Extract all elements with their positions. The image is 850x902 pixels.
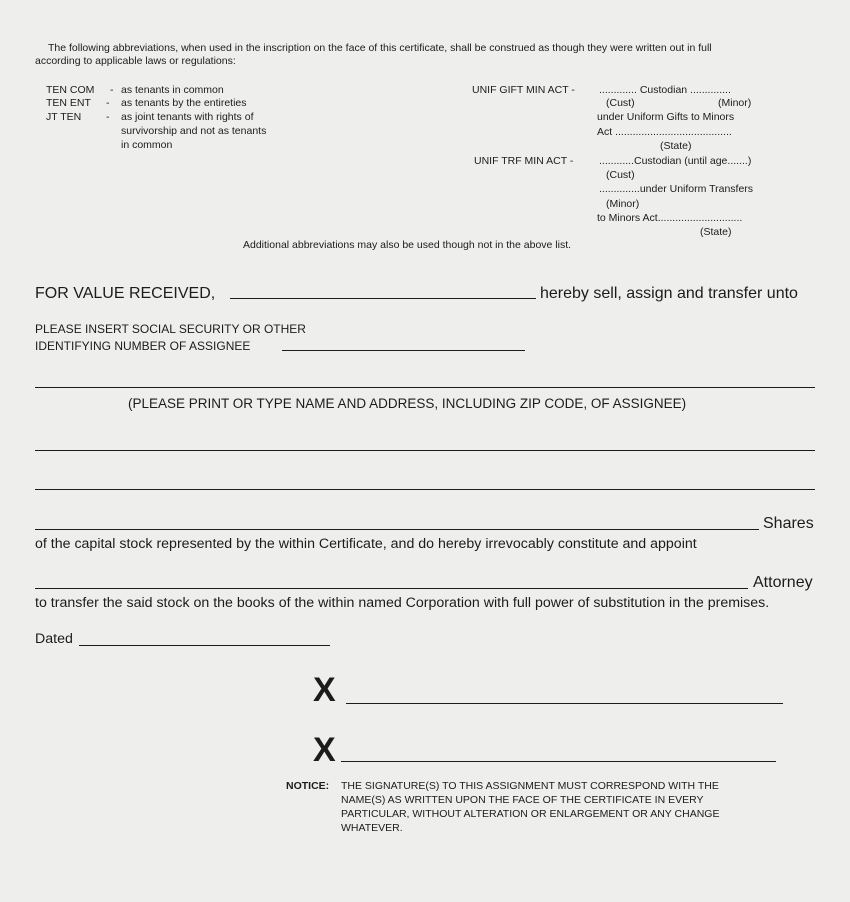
- unif-gift-minor-caption: (Minor): [718, 97, 752, 109]
- unif-trf-act-line: to Minors Act.............................: [597, 212, 743, 224]
- unif-gift-cust-caption: (Cust): [606, 97, 635, 109]
- capital-stock-text: of the capital stock represented by the within Certificate, and do hereby irrevocably constitute and appoint: [35, 536, 697, 552]
- abbr-dash: -: [106, 97, 110, 109]
- notice-label: NOTICE:: [286, 780, 330, 792]
- signature-field-2[interactable]: [341, 761, 776, 762]
- shares-label: Shares: [763, 515, 814, 532]
- transfer-unto-label: hereby sell, assign and transfer unto: [540, 285, 798, 302]
- dated-label: Dated: [35, 631, 73, 647]
- unif-trf-label: UNIF TRF MIN ACT -: [474, 155, 574, 167]
- notice-line: PARTICULAR, WITHOUT ALTERATION OR ENLARGEMENT OR ANY CHANGE: [341, 808, 720, 820]
- unif-gift-act-line: Act ........................................: [597, 126, 732, 138]
- assignee-address-field-1[interactable]: [35, 450, 815, 451]
- attorney-name-field[interactable]: [35, 588, 748, 589]
- abbr-meaning: as joint tenants with rights of: [121, 111, 254, 123]
- unif-gift-state-caption: (State): [660, 140, 692, 152]
- notice-line: NAME(S) AS WRITTEN UPON THE FACE OF THE CERTIFICATE IN EVERY: [341, 794, 704, 806]
- ssn-field[interactable]: [282, 350, 525, 351]
- signature-mark-2: X: [313, 731, 336, 769]
- abbr-code: TEN ENT: [46, 97, 91, 109]
- assignor-name-field[interactable]: [230, 298, 536, 299]
- abbr-meaning: as tenants in common: [121, 84, 224, 96]
- signature-mark-1: X: [313, 671, 336, 709]
- for-value-received-label: FOR VALUE RECEIVED,: [35, 285, 216, 302]
- ssn-label-line-2: IDENTIFYING NUMBER OF ASSIGNEE: [35, 339, 251, 353]
- unif-trf-state-caption: (State): [700, 226, 732, 238]
- shares-quantity-field[interactable]: [35, 529, 759, 530]
- unif-gift-label: UNIF GIFT MIN ACT -: [472, 84, 575, 96]
- abbr-code: TEN COM: [46, 84, 95, 96]
- abbr-meaning-cont: survivorship and not as tenants: [121, 125, 267, 137]
- abbr-meaning: as tenants by the entireties: [121, 97, 247, 109]
- unif-gift-statute: under Uniform Gifts to Minors: [597, 111, 735, 123]
- ssn-label-line-1: PLEASE INSERT SOCIAL SECURITY OR OTHER: [35, 322, 306, 336]
- unif-trf-custodian-line: ............Custodian (until age.......): [599, 155, 752, 167]
- transfer-statement-text: to transfer the said stock on the books of the within named Corporation with full power of substitution in the premises.: [35, 595, 770, 611]
- date-field[interactable]: [79, 645, 330, 646]
- abbr-code: JT TEN: [46, 111, 82, 123]
- abbr-meaning-cont: in common: [121, 139, 173, 151]
- unif-trf-statute: ..............under Uniform Transfers: [599, 183, 754, 195]
- notice-line: WHATEVER.: [341, 822, 403, 834]
- notice-line: THE SIGNATURE(S) TO THIS ASSIGNMENT MUST CORRESPOND WITH THE: [341, 780, 719, 792]
- intro-line-1: The following abbreviations, when used in the inscription on the face of this certificate, shall be construed as though they were written out in full: [48, 42, 712, 54]
- unif-trf-cust-caption: (Cust): [606, 169, 635, 181]
- assignee-address-field-2[interactable]: [35, 489, 815, 490]
- intro-line-2: according to applicable laws or regulations:: [35, 55, 236, 67]
- additional-abbreviations-note: Additional abbreviations may also be used though not in the above list.: [243, 239, 572, 251]
- signature-field-1[interactable]: [346, 703, 783, 704]
- attorney-label: Attorney: [753, 574, 813, 591]
- assignee-caption: (PLEASE PRINT OR TYPE NAME AND ADDRESS, INCLUDING ZIP CODE, OF ASSIGNEE): [128, 396, 687, 411]
- unif-trf-minor-caption: (Minor): [606, 198, 640, 210]
- abbr-dash: -: [110, 84, 114, 96]
- assignee-name-field[interactable]: [35, 387, 815, 388]
- intro-text-2: [35, 55, 236, 67]
- intro-text: [48, 42, 712, 54]
- abbr-dash: -: [106, 111, 110, 123]
- unif-gift-custodian-line: ............. Custodian ..............: [599, 84, 731, 96]
